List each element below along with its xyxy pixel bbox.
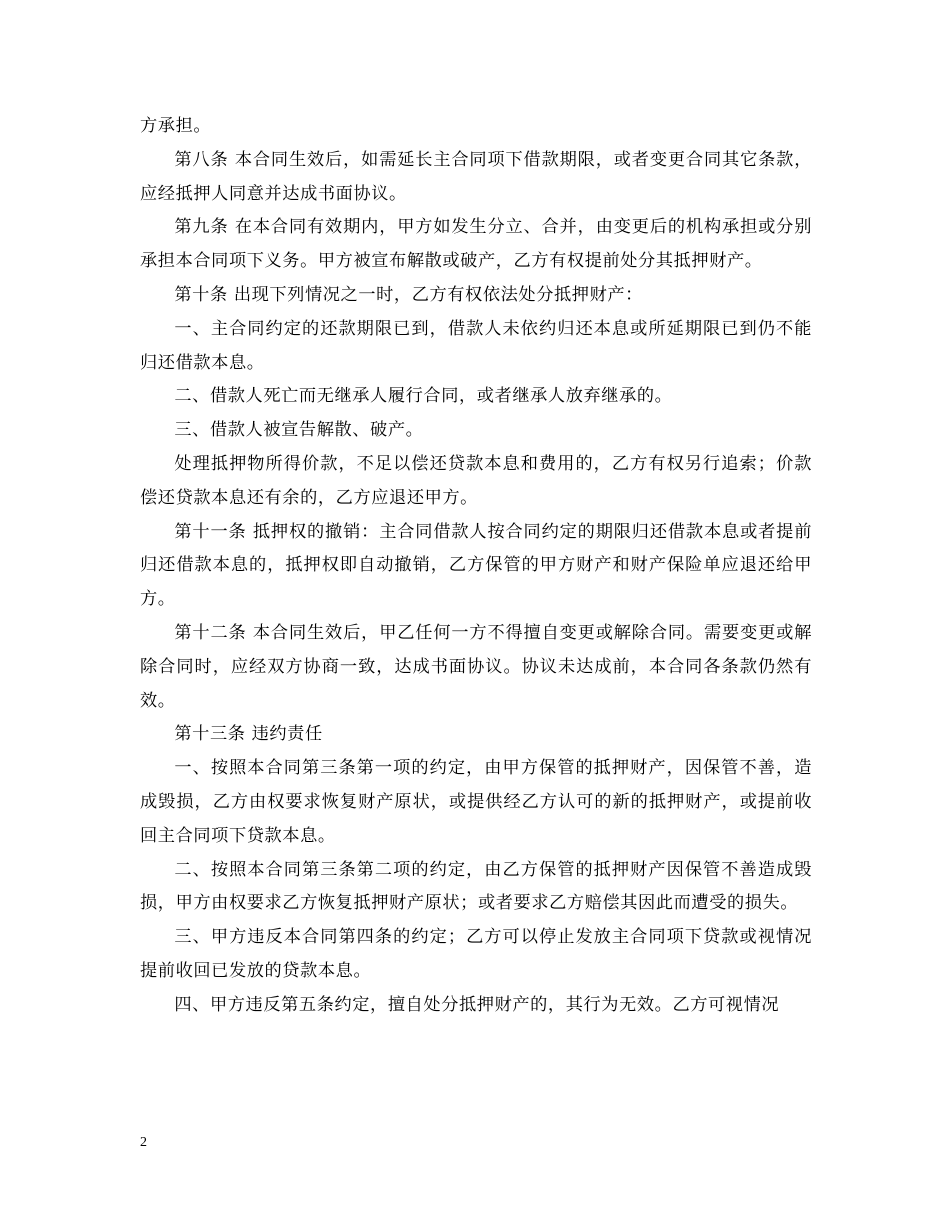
paragraph-article-13-item-1: 一、按照本合同第三条第一项的约定，由甲方保管的抵押财产，因保管不善，造成毁损，乙方由权要求恢复财产原状，或提供经乙方认可的新的抵押财产，或提前收回主合同项下贷款本息。 bbox=[140, 758, 812, 846]
paragraph-article-11: 第十一条 抵押权的撤销：主合同借款人按合同约定的期限归还借款本息或者提前归还借款本息的，抵押权即自动撤销，乙方保管的甲方财产和财产保险单应退还给甲方。 bbox=[140, 521, 812, 610]
paragraph-article-10-item-2: 二、借款人死亡而无继承人履行合同，或者继承人放弃继承的。 bbox=[174, 386, 673, 407]
page-number: 2 bbox=[140, 1135, 147, 1150]
paragraph-article-13-item-2: 二、按照本合同第三条第二项的约定，由乙方保管的抵押财产因保管不善造成毁损，甲方由权要求乙方恢复抵押财产原状；或者要求乙方赔偿其因此而遭受的损失。 bbox=[140, 859, 812, 914]
paragraph-article-13-item-4: 四、甲方违反第五条约定，擅自处分抵押财产的，其行为无效。乙方可视情况 bbox=[174, 994, 780, 1015]
paragraph-article-10-item-3: 三、借款人被宣告解散、破产。 bbox=[174, 420, 424, 441]
paragraph-article-10: 第十条 出现下列情况之一时，乙方有权依法处分抵押财产： bbox=[174, 284, 643, 305]
paragraph-article-12: 第十二条 本合同生效后，甲乙任何一方不得擅自变更或解除合同。需要变更或解除合同时，应经双方协商一致，达成书面协议。协议未达成前，本合同各条款仍然有效。 bbox=[140, 622, 812, 711]
paragraph-article-8: 第八条 本合同生效后，如需延长主合同项下借款期限，或者变更合同其它条款，应经抵押人同意并达成书面协议。 bbox=[140, 149, 812, 204]
paragraph-continuation: 方承担。 bbox=[140, 116, 212, 136]
paragraph-disposal-proceeds: 处理抵押物所得价款，不足以偿还贷款本息和费用的，乙方有权另行追索；价款偿还贷款本息还有余的，乙方应退还甲方。 bbox=[140, 453, 812, 508]
document-body bbox=[140, 110, 812, 1023]
paragraph-article-10-item-1: 一、主合同约定的还款期限已到，借款人未依约归还本息或所延期限已到仍不能归还借款本息。 bbox=[140, 318, 812, 373]
paragraph-article-13-item-3: 三、甲方违反本合同第四条的约定；乙方可以停止发放主合同项下贷款或视情况提前收回已发放的贷款本息。 bbox=[140, 927, 812, 981]
paragraph-article-9: 第九条 在本合同有效期内，甲方如发生分立、合并，由变更后的机构承担或分别承担本合同项下义务。甲方被宣布解散或破产，乙方有权提前处分其抵押财产。 bbox=[140, 217, 812, 272]
paragraph-article-13-heading: 第十三条 违约责任 bbox=[174, 724, 323, 745]
